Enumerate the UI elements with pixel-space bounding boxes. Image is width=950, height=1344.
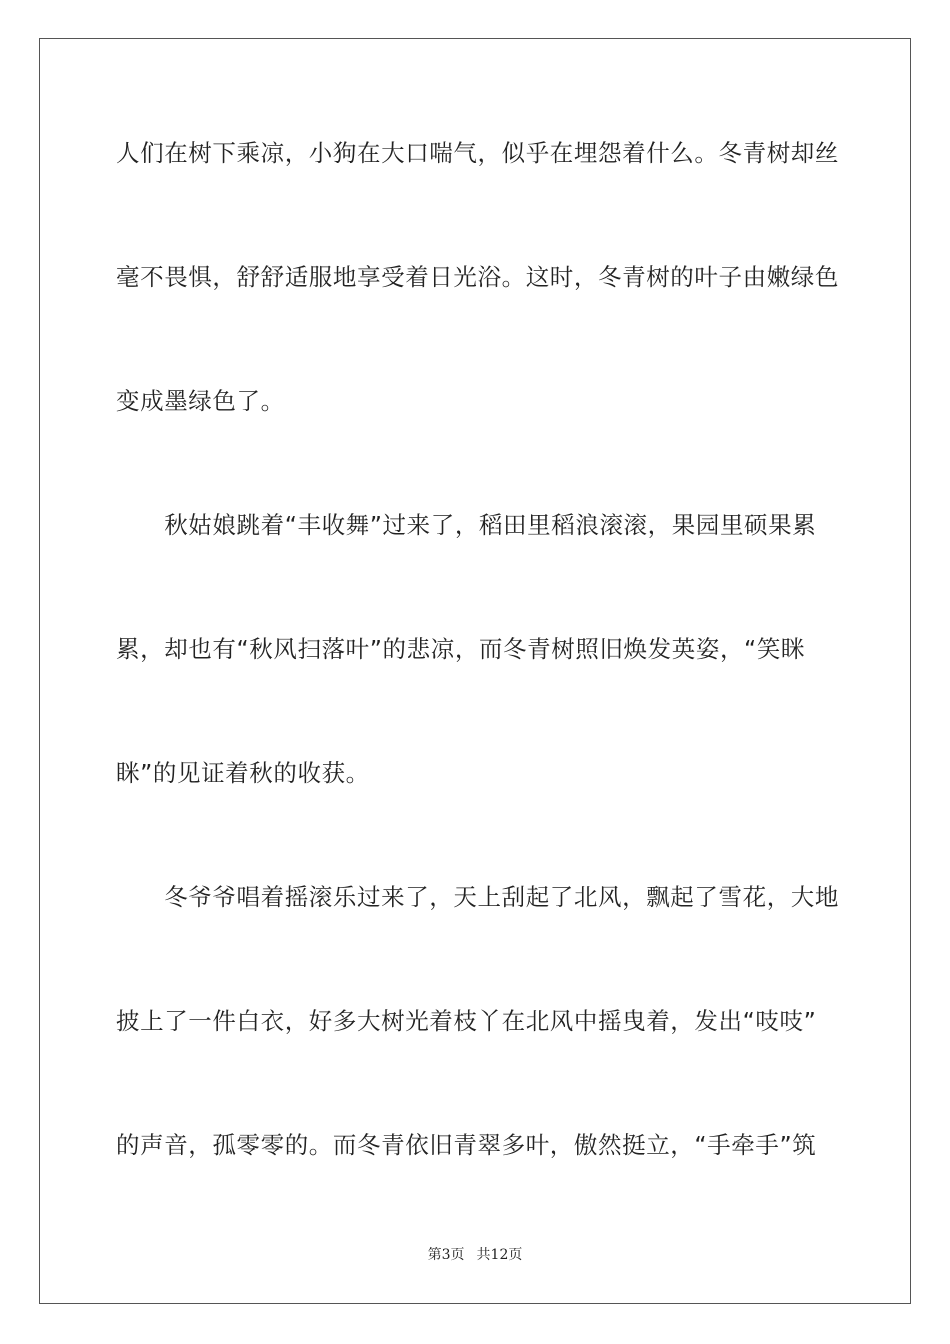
body-text-line: 眯”的见证着秋的收获。 (116, 759, 370, 787)
body-text-line: 人们在树下乘凉，小狗在大口喘气，似乎在埋怨着什么。冬青树却丝 (116, 139, 839, 167)
page-number-current: 第3页 (427, 1247, 465, 1263)
page-footer (0, 1246, 950, 1264)
body-text-line: 累，却也有“秋风扫落叶”的悲凉，而冬青树照旧焕发英姿，“笑眯 (116, 635, 806, 663)
body-text-line: 冬爷爷唱着摇滚乐过来了，天上刮起了北风，飘起了雪花，大地 (116, 883, 839, 911)
body-text-line: 披上了一件白衣，好多大树光着枝丫在北风中摇曳着，发出“吱吱” (116, 1007, 817, 1035)
body-text-line: 秋姑娘跳着“丰收舞”过来了，稻田里稻浪滚滚，果园里硕果累 (116, 511, 817, 539)
page-border (39, 38, 911, 1304)
body-text-line: 变成墨绿色了。 (116, 387, 285, 415)
body-text-line: 的声音，孤零零的。而冬青依旧青翠多叶，傲然挺立，“手牵手”筑 (116, 1131, 817, 1159)
body-text-line: 毫不畏惧，舒舒适服地享受着日光浴。这时，冬青树的叶子由嫩绿色 (116, 263, 839, 291)
page-number-total: 共12页 (476, 1247, 523, 1263)
